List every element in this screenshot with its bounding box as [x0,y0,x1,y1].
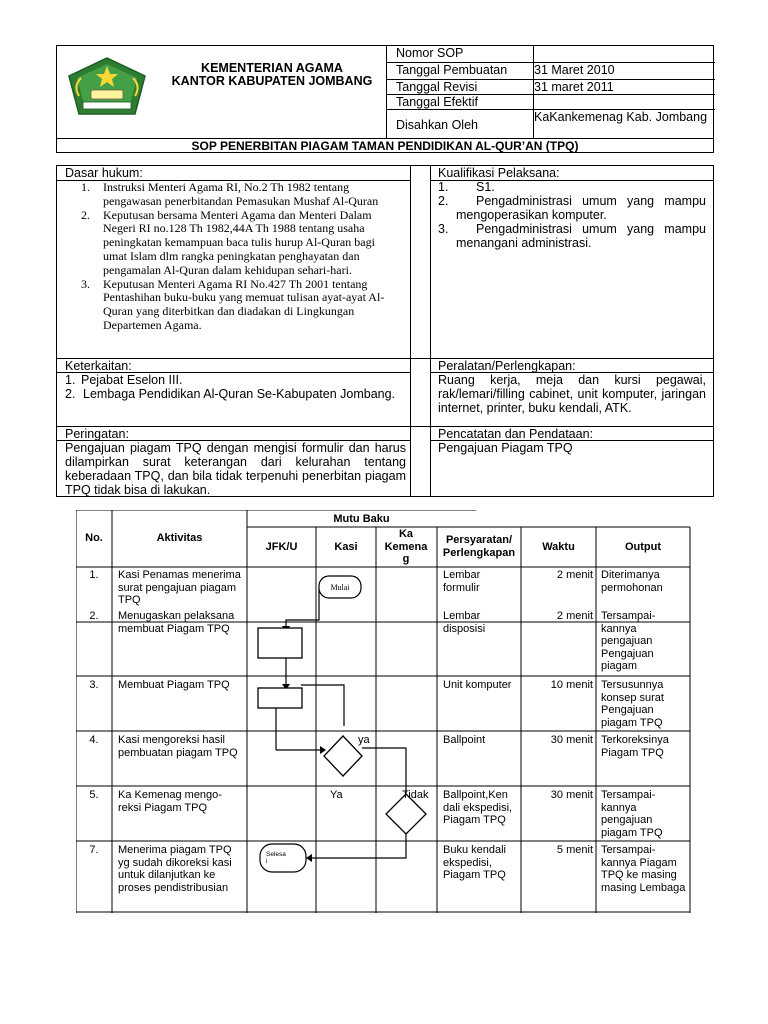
meta-label: Nomor SOP [396,46,464,60]
list-item: 2. Pengadministrasi umum yang mampu mengoperasikan komputer. [438,194,706,222]
row-waktu: 2 menit [556,610,593,622]
page-title: SOP PENERBITAN PIAGAM TAMAN PENDIDIKAN AL-QUR’AN (TPQ) [57,138,713,154]
peralatan-text: Ruang kerja, meja dan kursi pegawai, rak/lemari/filling cabinet, unit komputer, jaringan internet, printer, buku kendali, ATK. [438,373,706,415]
row-waktu: 30 menit [550,734,593,746]
row-no: 1. [89,569,99,581]
row-output: Tersampai-kannya pengajuan piagam TPQ [601,789,663,839]
row-no: 3. [89,679,99,691]
col-header-persyaratan: Persyaratan/ Perlengkapan [442,534,516,559]
meta-value: 31 Maret 2010 [534,63,615,77]
list-item: 1. Instruksi Menteri Agama RI, No.2 Th 1982 tentang pengawasan penerbitandan Pemasukan Mushaf Al-Quran [93,181,401,209]
col-header-kasi: Kasi [334,541,358,553]
start-label: Mulai [330,583,350,592]
section-heading: Pencatatan dan Pendataan: [430,427,713,441]
row-no: 5. [89,789,99,801]
sop-header [56,45,714,153]
info-table [56,165,714,497]
decision-diamond [324,736,362,776]
col-header-kamenag: Ka Kemena g [384,528,428,565]
row-waktu: 30 menit [550,789,593,801]
dasar-hukum-list [57,181,401,333]
list-item: 3. Pengadministrasi umum yang mampu menangani administrasi. [438,222,706,250]
section-heading: Peralatan/Perlengkapan: [430,359,713,373]
section-heading: Kualifikasi Pelaksana: [430,166,713,181]
list-item: 1. S1. [438,180,495,194]
row-persyaratan: Lembar formulir [443,569,481,594]
row-persyaratan: Ballpoint,Ken dali ekspedisi, Piagam TPQ [443,789,513,826]
row-no: 4. [89,734,99,746]
branch-label-ya: ya [358,734,370,746]
row-no: 2. [89,610,99,622]
meta-row-pembuatan [386,63,715,80]
kemenag-emblem-icon [65,56,149,122]
branch-label-ya: Ya [330,789,343,801]
peringatan-text: Pengajuan piagam TPQ dengan mengisi formulir dan harus dilampirkan surat keterangan dari kelurahan tentang keberadaan TPQ, dan bila tidak terpenuhi penerbitan piagam TPQ tidak bisa di lakukan. [65,441,406,497]
column-divider [410,166,411,496]
meta-row-efektif [386,95,715,110]
col-header-jfku: JFK/U [265,541,298,553]
meta-divider [533,46,534,138]
flow-table [76,510,691,913]
meta-label: Disahkan Oleh [396,118,478,132]
section-heading: Peringatan: [57,427,410,441]
row-aktivitas: Kasi Penamas menerima surat pengajuan piagam TPQ [118,569,241,606]
meta-label: Tanggal Revisi [396,80,478,94]
process-box [258,628,302,658]
row-output: Tersampai-kannya Piagam TPQ ke masing masing Lembaga [601,844,686,894]
column-divider [430,166,431,496]
row-aktivitas: Membuat Piagam TPQ [118,679,230,691]
col-header-output: Output [624,541,662,553]
meta-label: Tanggal Efektif [396,95,478,109]
keterkaitan-list [65,373,405,401]
row-persyaratan: Unit komputer [443,679,512,691]
meta-value: 31 maret 2011 [534,80,614,94]
row-waktu: 10 menit [550,679,593,691]
row-no: 7. [89,844,99,856]
row-output: Terkoreksinya Piagam TPQ [601,734,669,759]
row-persyaratan: Lembar disposisi [443,610,486,635]
col-header-aktivitas: Aktivitas [156,532,203,544]
list-item: 2. Keputusan bersama Menteri Agama dan Menteri Dalam Negeri RI no.128 Th 1982,44A Th 1988 tentang usaha peningkatan kemampuan baca tulis hurup Al-Quran bagi umat Islam dlm rangka peningkatan penghayatan dan pengamalan Al-Quran dalam kehidupan sehari-hari. [93,209,401,278]
header-identity [57,46,387,138]
row-output: Tersampai-kannya pengajuan Pengajuan piagam [601,610,656,672]
ministry-name: KEMENTERIAN AGAMA [201,61,343,75]
list-item: 1. Pejabat Eselon III. [65,373,183,387]
process-box [258,688,302,708]
col-header-waktu: Waktu [542,541,575,553]
row-persyaratan: Buku kendali ekspedisi, Piagam TPQ [443,844,506,881]
col-header-no: No. [85,532,103,544]
row-aktivitas: Menugaskan pelaksana membuat Piagam TPQ [118,610,235,635]
office-name: KANTOR KABUPATEN JOMBANG [171,74,373,88]
col-header-mutu-baku: Mutu Baku [333,513,390,525]
meta-value: KaKankemenag Kab. Jombang [534,110,708,124]
branch-label-tidak: Tidak [402,789,429,801]
kualifikasi-list [438,180,706,250]
row-waktu: 2 menit [556,569,593,581]
pencatatan-text: Pengajuan Piagam TPQ [438,441,573,455]
row-output: Diterimanya permohonan [601,569,663,594]
meta-row-disahkan [386,110,715,138]
row-waktu: 5 menit [556,844,593,856]
row-aktivitas: Ka Kemenag mengo-reksi Piagam TPQ [118,789,222,814]
meta-row-nomor [386,46,715,63]
list-item: 2. Lembaga Pendidikan Al-Quran Se-Kabupaten Jombang. [65,387,396,401]
row-aktivitas: Menerima piagam TPQ yg sudah dikoreksi kasi untuk dilanjutkan ke proses pendistribusian [118,844,232,894]
meta-label: Tanggal Pembuatan [396,63,508,77]
row-output: Tersusunnya konsep surat Pengajuan piagam TPQ [601,679,664,729]
section-heading: Keterkaitan: [57,359,410,373]
row-persyaratan: Ballpoint [443,734,486,746]
list-item: 3. Keputusan Menteri Agama RI No.427 Th 2001 tentang Pentashihan buku-buku yang memuat tulisan ayat-ayat Al-Quran yang diterbitkan dan diadakan di Lingkungan Departemen Agama. [93,278,401,333]
row-aktivitas: Kasi mengoreksi hasil pembuatan piagam TPQ [118,734,238,759]
meta-row-revisi [386,80,715,95]
section-heading: Dasar hukum: [57,166,410,181]
end-label: Selesa i [266,851,286,865]
